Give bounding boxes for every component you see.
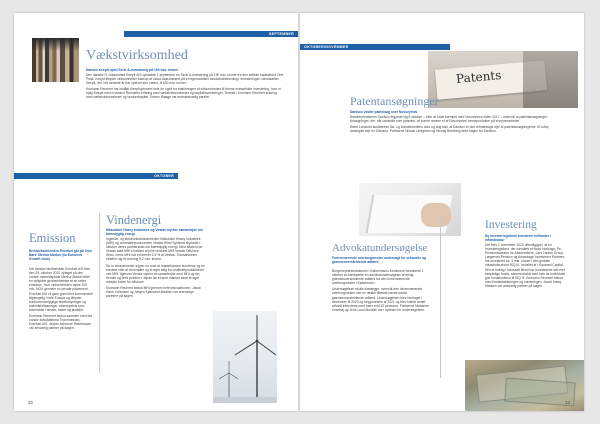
paragraph: Kromann Reumert bistod sammen med det norske advokatfirma Thommessen, Everfuel A/S. Jesper Ashmore Rasmussen var ansvarlig partner på sagen.	[29, 314, 93, 331]
books-photo	[32, 38, 79, 82]
body-mhi-vestas	[106, 237, 206, 300]
body-everfuel	[29, 267, 93, 332]
hand-book-photo	[359, 183, 461, 236]
section-bar-oktober	[14, 173, 178, 179]
paragraph: Det blev 1 november 2020 offentliggjort, at en investeringsfond, der forvaltes af Novo Holdings, Pe, Pensionskassen for Akademikere, Lars Larsen Group, Lægernes Pension og Advantage Investment Partners, har investeret ca. 3 mia. kroner i den globale infrastrukturfond ISQ III, forvaltet af I Squared Capital. Ved et bidrag i kolossalt tilbud har Investeerne sat med betydelige fonde, sammenholdt med hvis de individuelt gav fondsfunktion til ISQ III. Kromann Reumert bistod med fondsetableringen og vurderingen, Jacob Høeg Madsen var ansvarlig partner på sagen.	[485, 243, 566, 288]
patents-photo	[428, 51, 578, 108]
body-keepit	[86, 73, 284, 102]
paragraph: Undersøgelsen skulle klarlægge, hvorvidt den forhenværende overborgmester ved en række tilfælde havde udvist grænseoverskridende adfærd. Undersøgelsen blev foretaget i december af 2020 og begyndelsen af 2021 og blev blandt andet afholdt interviews med mere end 30 personer. Partnerne Marianne Granhøj og Jens Lund Mosbek var i spidsen for undersøgelsen.	[332, 287, 429, 312]
title-investering: Investering	[485, 219, 537, 231]
paragraph: Østre Landsret studiferede Sø- og Handelsrettens dom og dog fast, at Danisco er den retmæssige ejer af patentansøgningerne. Et udby strategisk sejr for Danisco. Partnerne Nicolai Lindgreen og Nicolaj Bredberg førte sagen for Danisco.	[350, 125, 549, 134]
title-emission: Emission	[29, 231, 76, 245]
paragraph: De to virksomheder signer nu mod at imødekomme kunderne og en bredere vifte af vindmøller og et øget salg fra vindkraftproduktionen ved MHI, ligesom Vestas styrker sit samarbejde med MHI og sin fremtid og bred position i Japan før et stort marked samt et øget arbejde inden for offshore.	[106, 263, 205, 284]
column-divider	[440, 218, 441, 378]
section-bar-oktober-november	[300, 44, 450, 50]
wind-turbine-icon	[213, 311, 277, 403]
page-number: 33	[564, 400, 570, 405]
title-vindenergi: Vindenergi	[106, 213, 162, 227]
paragraph: Retsinformationen Danisco afgjorde sig 8 oktober – efter at have kæmpet med Novozymes siden 2017 – retten til to patentansøgninger. Ansøgninger, der, når udstedte som patenter, vil kunne ramme et af Novozymes' kerneprodukter på enzymmarkedet.	[350, 115, 548, 124]
subheading-everfuel: Brintvirksomheden Everfuel går på Oslo Børs' Merkur Market (nu Euronext Growth Oslo)	[29, 249, 93, 262]
column-divider	[99, 213, 100, 373]
subheading-infrastruktur: Ny investeringsfond investerer milliarder i infrastruktur	[485, 234, 551, 243]
subheading-overborgmester: Forhenværende overborgmester undersøgt for seksuelle og grænseoverskridende adfærd	[332, 256, 426, 265]
body-overborgmester	[332, 269, 432, 314]
paragraph: Det danske brintselskab Everfuel A/S blev den 29. oktober 2020 optaget på den norske markedsplads Merkur Market efter en vellykket gennemførelse af en rettet emission, hvor virksomheden rejste 200 mio. NOK gennem en private placement. Everfuel A/S vil gøre grøn brint kommercielt tilgængelig i hele Europa og tilbyder konkurrencedygtige brintforsyninger og brændstofløsninger, eksempelvis som drivmiddel i busser, taxier og lastbiler.	[29, 267, 93, 312]
subheading-danisco: Danisco vinder patentsag over Novozymes	[350, 110, 418, 114]
section-label-september: SEPTEMBER	[268, 32, 294, 36]
page-number: 32	[28, 400, 34, 405]
section-label-oktober-november: OKTOBER/NOVEMBER	[304, 45, 349, 49]
body-danisco	[350, 115, 562, 135]
subheading-keepit: Danske Keepit opsti Serie A-investering på 190 mio. kroner	[86, 68, 179, 72]
wind-turbine-photo	[213, 311, 277, 403]
left-page	[14, 13, 298, 411]
paragraph: Den danske IT-virksomhed Keepit A/S opsladde 1 september en Serie A-investering på 190 mio. kroner fra den britiske kapitalfond One Peak. Keepit tilbyder virksomheder backup af cloud-data baseret på en egenudviklet blockchainteknologi. Investeringen værdisætter Keepit, der i de seneste år har oplevet stor vækst, til 630 mio. kroner.	[86, 73, 284, 86]
paragraph: Borgerrepræsentationen i Københavns Kommune besluttede 1 oktober at iværksætte en advokatundersøgelse af mulig grænseoverskridende adfærd fra den forhenværende overborgmester i København.	[332, 269, 424, 286]
paragraph: Ingeniør- og elektronikvirksomheden Mitsubishi Heavy Industries (MHI) og vindmølleproducenten Vestas Wind Systems styrkede i oktober deres partnerskab om bæredygtig energi. Med aftalen har Vestas købt MHI's halvdel af joint venturet MHI Vestas Offshore Wind, mens MHI har erhvervet 2,5 % af Vestas. Transaktionen beløber sig til omkring 5,2 mia. kroner.	[106, 237, 203, 262]
title-patentansoegninger: Patentansøgninger	[350, 94, 439, 108]
title-advokatundersoegelse: Advokatundersøgelse	[332, 242, 428, 254]
subheading-mhi-vestas: Mitsubishi Heavy Industries og Vestas styrker samarbejde om bæredygtig energi	[106, 228, 203, 237]
paragraph: Kromann Reumert bistod MHI gennem hele transaktionen. Jakob Hans Johansen og Jørgen Kjærsand Madsen var ansvarlige partnere på sagen.	[106, 286, 201, 299]
section-label-oktober: OKTOBER	[153, 174, 174, 178]
title-vaekstvirksomhed: Vækstvirksomhed	[86, 48, 188, 63]
paragraph: Kromann Reumert har bistået Keepit gennem hele de også fra etableringen af virksomheden til denne massefulde investering, hvor vi hjalp Keepit med Kromann Reumerts erfaring med vækstvirksomheder og kapitalinvesteringer. Teamet i Kromann Reumert erfaring med vækstvirksomheder og venturekapital. Torben Waage var teamansvarlig partner.	[86, 87, 281, 100]
section-bar-september	[124, 31, 298, 37]
patents-photo-text: Patents	[455, 68, 502, 86]
body-infrastruktur	[485, 243, 570, 290]
right-page	[300, 13, 584, 411]
